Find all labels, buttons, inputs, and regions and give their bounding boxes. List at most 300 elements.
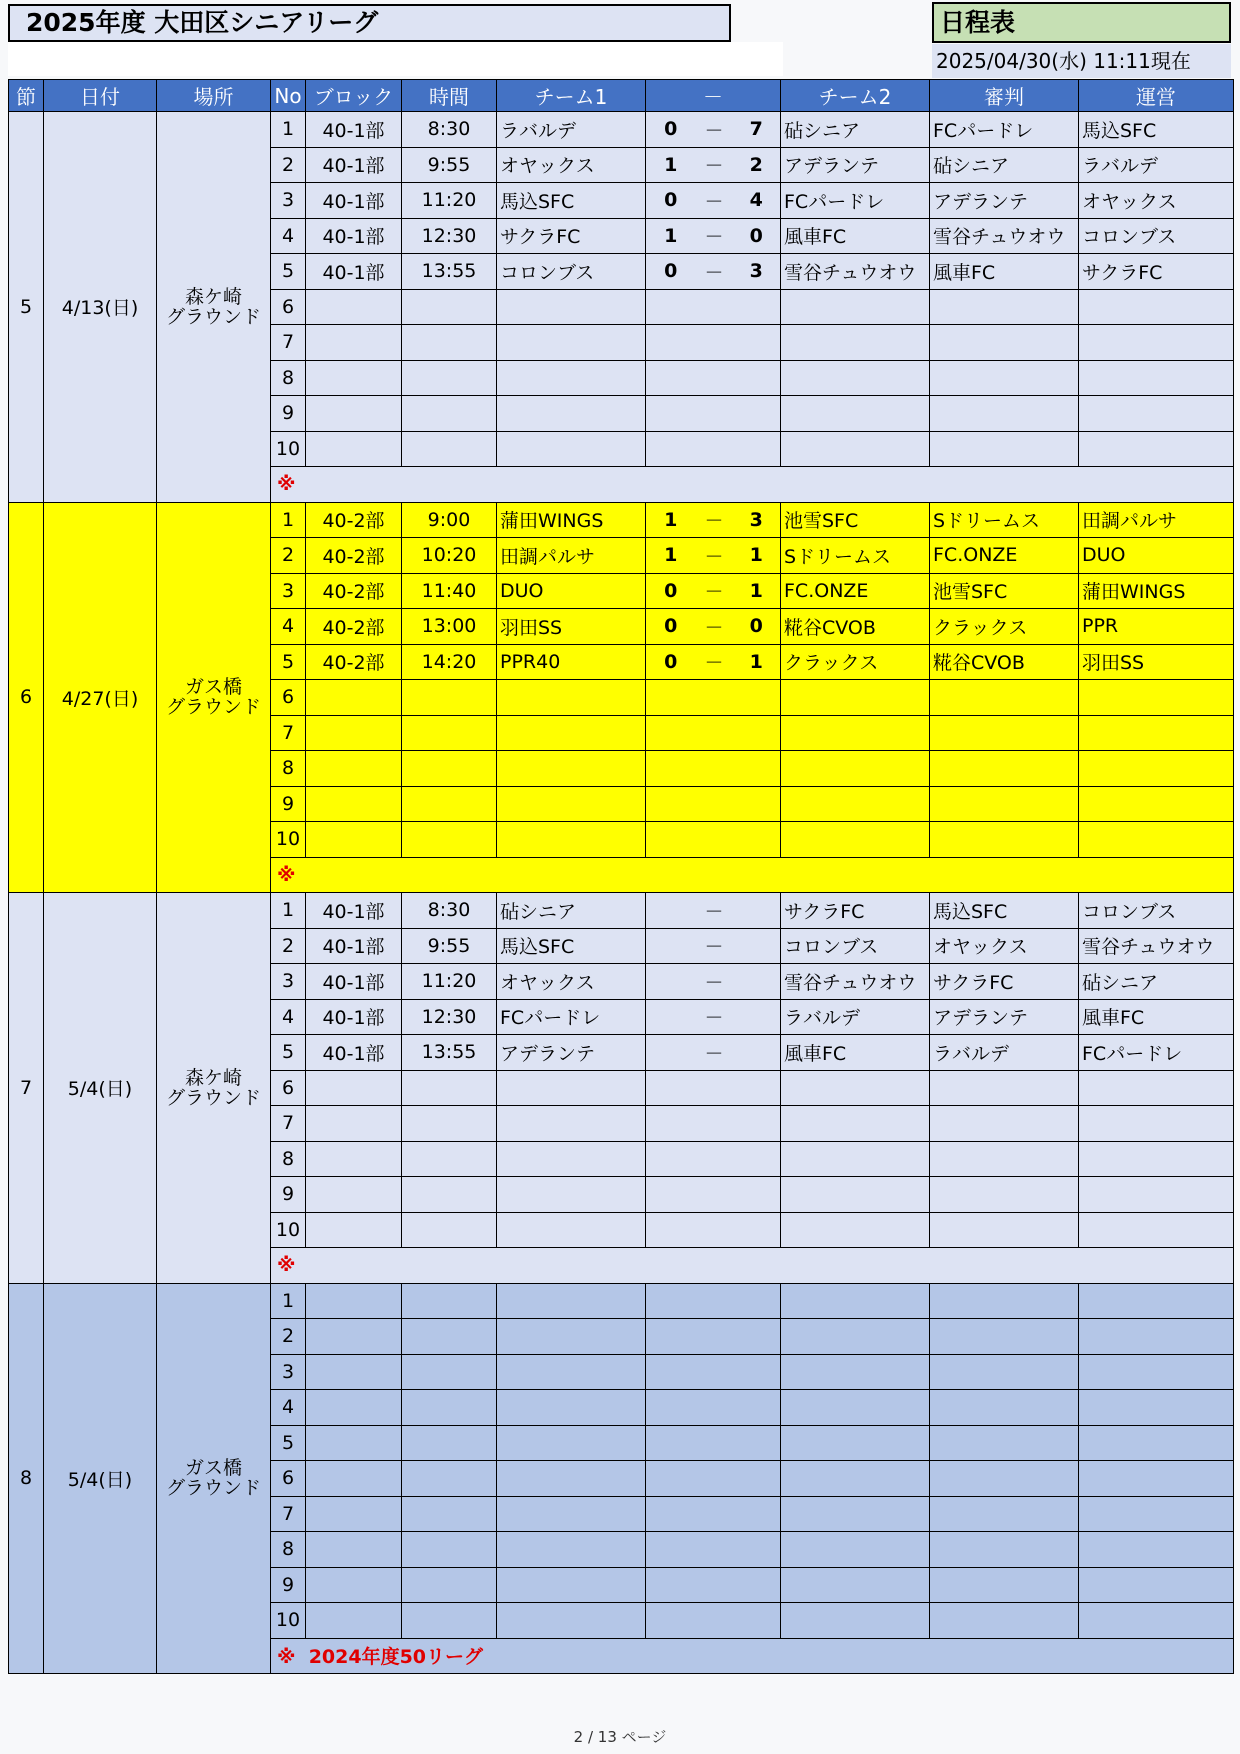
match-no-cell: 2 <box>271 538 306 574</box>
col-no: No <box>271 80 306 112</box>
title-spacer <box>8 42 783 76</box>
referee-cell <box>930 751 1079 787</box>
score-separator <box>696 1461 733 1497</box>
team2-cell <box>781 786 930 822</box>
score2-cell <box>733 680 781 716</box>
score1-cell <box>646 1035 696 1071</box>
score2-cell: 4 <box>733 183 781 219</box>
score-separator <box>696 325 733 361</box>
team2-cell <box>781 1425 930 1461</box>
team1-cell: コロンブス <box>497 254 646 290</box>
block-cell <box>306 1106 402 1142</box>
score1-cell: 0 <box>646 644 696 680</box>
time-cell: 8:30 <box>402 112 497 148</box>
team2-cell <box>781 1283 930 1319</box>
operation-cell <box>1079 289 1234 325</box>
operation-cell <box>1079 1141 1234 1177</box>
score-separator <box>696 1532 733 1568</box>
venue-cell: ガス橋 グラウンド <box>157 1283 271 1674</box>
block-cell <box>306 431 402 467</box>
score-separator: － <box>696 538 733 574</box>
referee-cell <box>930 1354 1079 1390</box>
time-cell <box>402 1567 497 1603</box>
referee-cell <box>930 1319 1079 1355</box>
match-no-cell: 3 <box>271 1354 306 1390</box>
operation-cell: PPR <box>1079 609 1234 645</box>
score1-cell <box>646 1106 696 1142</box>
match-no-cell: 9 <box>271 786 306 822</box>
score1-cell <box>646 1283 696 1319</box>
score1-cell <box>646 1567 696 1603</box>
score2-cell: 1 <box>733 538 781 574</box>
referee-cell <box>930 1106 1079 1142</box>
team2-cell <box>781 1390 930 1426</box>
operation-cell <box>1079 680 1234 716</box>
block-cell: 40-1部 <box>306 928 402 964</box>
score-separator <box>696 751 733 787</box>
score-separator <box>696 1070 733 1106</box>
score-separator: － <box>696 254 733 290</box>
venue-cell: 森ケ崎 グラウンド <box>157 112 271 503</box>
score1-cell <box>646 1354 696 1390</box>
match-no-cell: 6 <box>271 289 306 325</box>
block-cell <box>306 1070 402 1106</box>
operation-cell <box>1079 751 1234 787</box>
team1-cell: 馬込SFC <box>497 928 646 964</box>
score2-cell <box>733 751 781 787</box>
score2-cell <box>733 1070 781 1106</box>
operation-cell <box>1079 1532 1234 1568</box>
score1-cell: 0 <box>646 609 696 645</box>
team1-cell: FCパードレ <box>497 999 646 1035</box>
score-separator: － <box>696 928 733 964</box>
referee-cell: クラックス <box>930 609 1079 645</box>
match-no-cell: 9 <box>271 1567 306 1603</box>
score1-cell <box>646 822 696 858</box>
team2-cell: 砧シニア <box>781 112 930 148</box>
round-note: ※ <box>271 857 1234 893</box>
team1-cell: サクラFC <box>497 218 646 254</box>
score2-cell: 2 <box>733 147 781 183</box>
team2-cell <box>781 680 930 716</box>
time-cell <box>402 431 497 467</box>
score1-cell <box>646 1319 696 1355</box>
team1-cell <box>497 1319 646 1355</box>
operation-cell <box>1079 1461 1234 1497</box>
score-separator <box>696 786 733 822</box>
team2-cell: 池雪SFC <box>781 502 930 538</box>
match-no-cell: 8 <box>271 1141 306 1177</box>
score2-cell: 0 <box>733 218 781 254</box>
block-cell <box>306 680 402 716</box>
team2-cell <box>781 289 930 325</box>
time-cell: 11:20 <box>402 183 497 219</box>
match-no-cell: 7 <box>271 715 306 751</box>
score2-cell <box>733 1177 781 1213</box>
team2-cell: アデランテ <box>781 147 930 183</box>
referee-cell <box>930 715 1079 751</box>
time-cell <box>402 1425 497 1461</box>
referee-cell <box>930 396 1079 432</box>
score1-cell <box>646 1390 696 1426</box>
block-cell <box>306 751 402 787</box>
score1-cell <box>646 893 696 929</box>
time-cell <box>402 1461 497 1497</box>
score1-cell: 0 <box>646 112 696 148</box>
match-no-cell: 8 <box>271 360 306 396</box>
block-cell <box>306 1354 402 1390</box>
score2-cell <box>733 1567 781 1603</box>
referee-cell: ラバルデ <box>930 1035 1079 1071</box>
score-separator: － <box>696 1035 733 1071</box>
match-no-cell: 9 <box>271 1177 306 1213</box>
col-team2: チーム2 <box>781 80 930 112</box>
time-cell <box>402 289 497 325</box>
score-separator <box>696 1603 733 1639</box>
time-cell: 13:00 <box>402 609 497 645</box>
time-cell <box>402 1212 497 1248</box>
team2-cell: 糀谷CVOB <box>781 609 930 645</box>
team2-cell <box>781 1106 930 1142</box>
block-cell <box>306 1319 402 1355</box>
referee-cell: サクラFC <box>930 964 1079 1000</box>
operation-cell <box>1079 1319 1234 1355</box>
team2-cell <box>781 1496 930 1532</box>
match-no-cell: 4 <box>271 999 306 1035</box>
match-no-cell: 5 <box>271 1035 306 1071</box>
score-separator <box>696 1496 733 1532</box>
operation-cell <box>1079 396 1234 432</box>
score-separator: － <box>696 502 733 538</box>
score2-cell: 7 <box>733 112 781 148</box>
score-separator <box>696 1283 733 1319</box>
score2-cell <box>733 928 781 964</box>
score2-cell <box>733 964 781 1000</box>
team2-cell <box>781 822 930 858</box>
time-cell: 11:40 <box>402 573 497 609</box>
time-cell <box>402 1390 497 1426</box>
match-no-cell: 4 <box>271 1390 306 1426</box>
score1-cell <box>646 396 696 432</box>
team1-cell: 馬込SFC <box>497 183 646 219</box>
score1-cell <box>646 289 696 325</box>
team1-cell <box>497 1603 646 1639</box>
time-cell: 11:20 <box>402 964 497 1000</box>
team1-cell <box>497 1425 646 1461</box>
operation-cell: FCパードレ <box>1079 1035 1234 1071</box>
score-separator <box>696 1177 733 1213</box>
referee-cell <box>930 680 1079 716</box>
match-no-cell: 5 <box>271 1425 306 1461</box>
score1-cell <box>646 680 696 716</box>
date-cell: 5/4(日) <box>44 893 157 1284</box>
referee-cell: アデランテ <box>930 999 1079 1035</box>
team1-cell: 蒲田WINGS <box>497 502 646 538</box>
team1-cell: オヤックス <box>497 147 646 183</box>
score2-cell: 3 <box>733 502 781 538</box>
score1-cell <box>646 786 696 822</box>
referee-cell <box>930 289 1079 325</box>
score2-cell: 1 <box>733 573 781 609</box>
score1-cell <box>646 1141 696 1177</box>
score1-cell <box>646 715 696 751</box>
referee-cell: オヤックス <box>930 928 1079 964</box>
team2-cell <box>781 1354 930 1390</box>
operation-cell: サクラFC <box>1079 254 1234 290</box>
time-cell <box>402 822 497 858</box>
score-separator: － <box>696 183 733 219</box>
time-cell: 9:55 <box>402 147 497 183</box>
score-separator <box>696 1567 733 1603</box>
referee-cell <box>930 1532 1079 1568</box>
team1-cell <box>497 1354 646 1390</box>
score-separator <box>696 680 733 716</box>
match-no-cell: 7 <box>271 1106 306 1142</box>
operation-cell <box>1079 1070 1234 1106</box>
time-cell: 12:30 <box>402 218 497 254</box>
team1-cell <box>497 289 646 325</box>
block-cell: 40-2部 <box>306 573 402 609</box>
operation-cell: 馬込SFC <box>1079 112 1234 148</box>
score-separator: － <box>696 573 733 609</box>
block-cell <box>306 822 402 858</box>
score-separator: － <box>696 999 733 1035</box>
block-cell: 40-1部 <box>306 112 402 148</box>
block-cell: 40-1部 <box>306 218 402 254</box>
time-cell: 14:20 <box>402 644 497 680</box>
match-no-cell: 8 <box>271 1532 306 1568</box>
match-row <box>9 112 1234 148</box>
block-cell <box>306 1283 402 1319</box>
referee-cell: 風車FC <box>930 254 1079 290</box>
score-separator <box>696 1106 733 1142</box>
team2-cell <box>781 360 930 396</box>
date-cell: 5/4(日) <box>44 1283 157 1674</box>
referee-cell <box>930 1425 1079 1461</box>
score2-cell <box>733 1390 781 1426</box>
referee-cell: アデランテ <box>930 183 1079 219</box>
match-no-cell: 10 <box>271 1212 306 1248</box>
match-no-cell: 1 <box>271 893 306 929</box>
team1-cell <box>497 325 646 361</box>
score1-cell <box>646 1496 696 1532</box>
referee-cell <box>930 1461 1079 1497</box>
team2-cell: クラックス <box>781 644 930 680</box>
score1-cell <box>646 360 696 396</box>
col-round: 節 <box>9 80 44 112</box>
operation-cell <box>1079 1106 1234 1142</box>
time-cell <box>402 325 497 361</box>
time-cell <box>402 1141 497 1177</box>
score-separator <box>696 1425 733 1461</box>
date-cell: 4/27(日) <box>44 502 157 893</box>
match-no-cell: 10 <box>271 431 306 467</box>
team2-cell <box>781 1532 930 1568</box>
operation-cell: 羽田SS <box>1079 644 1234 680</box>
team1-cell: オヤックス <box>497 964 646 1000</box>
team2-cell: ラバルデ <box>781 999 930 1035</box>
match-row <box>9 502 1234 538</box>
score2-cell <box>733 396 781 432</box>
score2-cell: 3 <box>733 254 781 290</box>
referee-cell <box>930 1070 1079 1106</box>
score-separator <box>696 1141 733 1177</box>
score2-cell: 1 <box>733 644 781 680</box>
team2-cell <box>781 325 930 361</box>
team1-cell <box>497 822 646 858</box>
referee-cell: Sドリームス <box>930 502 1079 538</box>
operation-cell: 雪谷チュウオウ <box>1079 928 1234 964</box>
round-cell: 8 <box>9 1283 44 1674</box>
time-cell: 8:30 <box>402 893 497 929</box>
time-cell: 10:20 <box>402 538 497 574</box>
score1-cell <box>646 1070 696 1106</box>
team2-cell <box>781 1177 930 1213</box>
time-cell <box>402 680 497 716</box>
time-cell <box>402 1496 497 1532</box>
team2-cell: 風車FC <box>781 1035 930 1071</box>
score2-cell <box>733 1425 781 1461</box>
operation-cell: オヤックス <box>1079 183 1234 219</box>
score1-cell: 1 <box>646 538 696 574</box>
team1-cell: 田調パルサ <box>497 538 646 574</box>
block-cell <box>306 715 402 751</box>
round-cell: 6 <box>9 502 44 893</box>
match-no-cell: 3 <box>271 964 306 1000</box>
block-cell <box>306 1496 402 1532</box>
team1-cell <box>497 360 646 396</box>
team1-cell <box>497 751 646 787</box>
team1-cell: アデランテ <box>497 1035 646 1071</box>
time-cell <box>402 1532 497 1568</box>
round-cell: 5 <box>9 112 44 503</box>
team2-cell: サクラFC <box>781 893 930 929</box>
score2-cell <box>733 1319 781 1355</box>
block-cell: 40-1部 <box>306 964 402 1000</box>
time-cell <box>402 396 497 432</box>
match-no-cell: 10 <box>271 1603 306 1639</box>
block-cell: 40-1部 <box>306 254 402 290</box>
page-footer: 2 / 13 ページ <box>573 1728 667 1746</box>
round-note: ※ 2024年度50リーグ <box>271 1638 1234 1674</box>
match-no-cell: 3 <box>271 573 306 609</box>
referee-cell <box>930 1390 1079 1426</box>
score1-cell <box>646 751 696 787</box>
referee-cell <box>930 822 1079 858</box>
operation-cell: DUO <box>1079 538 1234 574</box>
team1-cell <box>497 1567 646 1603</box>
round-note: ※ <box>271 1248 1234 1284</box>
score2-cell <box>733 822 781 858</box>
time-cell: 13:55 <box>402 1035 497 1071</box>
match-no-cell: 9 <box>271 396 306 432</box>
team2-cell: FC.ONZE <box>781 573 930 609</box>
time-cell: 9:55 <box>402 928 497 964</box>
referee-cell <box>930 1283 1079 1319</box>
score2-cell <box>733 893 781 929</box>
score1-cell: 1 <box>646 502 696 538</box>
match-no-cell: 2 <box>271 147 306 183</box>
operation-cell <box>1079 325 1234 361</box>
referee-cell <box>930 1496 1079 1532</box>
score1-cell <box>646 325 696 361</box>
score1-cell: 0 <box>646 254 696 290</box>
operation-cell <box>1079 715 1234 751</box>
operation-cell: コロンブス <box>1079 218 1234 254</box>
match-no-cell: 6 <box>271 1070 306 1106</box>
team1-cell <box>497 1106 646 1142</box>
score-separator <box>696 822 733 858</box>
schedule-body <box>9 112 1234 1674</box>
match-no-cell: 1 <box>271 112 306 148</box>
col-date: 日付 <box>44 80 157 112</box>
date-cell: 4/13(日) <box>44 112 157 503</box>
col-score: － <box>646 80 781 112</box>
score-separator <box>696 1212 733 1248</box>
round-cell: 7 <box>9 893 44 1284</box>
team1-cell <box>497 1283 646 1319</box>
score2-cell: 0 <box>733 609 781 645</box>
operation-cell <box>1079 1496 1234 1532</box>
block-cell: 40-1部 <box>306 147 402 183</box>
operation-cell: ラバルデ <box>1079 147 1234 183</box>
match-row <box>9 1283 1234 1319</box>
match-no-cell: 7 <box>271 1496 306 1532</box>
operation-cell <box>1079 822 1234 858</box>
team2-cell <box>781 396 930 432</box>
venue-cell: 森ケ崎 グラウンド <box>157 893 271 1284</box>
team2-cell <box>781 1603 930 1639</box>
score-separator: － <box>696 644 733 680</box>
time-cell <box>402 1177 497 1213</box>
score-separator <box>696 431 733 467</box>
score-separator <box>696 715 733 751</box>
team1-cell <box>497 1390 646 1426</box>
score2-cell <box>733 1354 781 1390</box>
block-cell: 40-1部 <box>306 1035 402 1071</box>
header-row <box>9 80 1234 112</box>
score-separator: － <box>696 964 733 1000</box>
col-venue: 場所 <box>157 80 271 112</box>
block-cell <box>306 289 402 325</box>
block-cell <box>306 1603 402 1639</box>
score1-cell <box>646 431 696 467</box>
score-separator <box>696 360 733 396</box>
match-no-cell: 10 <box>271 822 306 858</box>
score1-cell <box>646 1461 696 1497</box>
col-time: 時間 <box>402 80 497 112</box>
block-cell: 40-2部 <box>306 644 402 680</box>
team1-cell: DUO <box>497 573 646 609</box>
score-separator: － <box>696 893 733 929</box>
block-cell <box>306 786 402 822</box>
team1-cell: ラバルデ <box>497 112 646 148</box>
round-note: ※ <box>271 467 1234 503</box>
team2-cell <box>781 1461 930 1497</box>
team1-cell <box>497 1212 646 1248</box>
venue-cell: ガス橋 グラウンド <box>157 502 271 893</box>
document-type: 日程表 <box>932 2 1231 43</box>
team2-cell <box>781 1141 930 1177</box>
match-no-cell: 1 <box>271 1283 306 1319</box>
match-no-cell: 5 <box>271 254 306 290</box>
referee-cell <box>930 1141 1079 1177</box>
referee-cell <box>930 1177 1079 1213</box>
league-title: 2025年度 大田区シニアリーグ <box>8 4 731 42</box>
block-cell: 40-1部 <box>306 893 402 929</box>
time-cell <box>402 1319 497 1355</box>
team2-cell <box>781 1319 930 1355</box>
